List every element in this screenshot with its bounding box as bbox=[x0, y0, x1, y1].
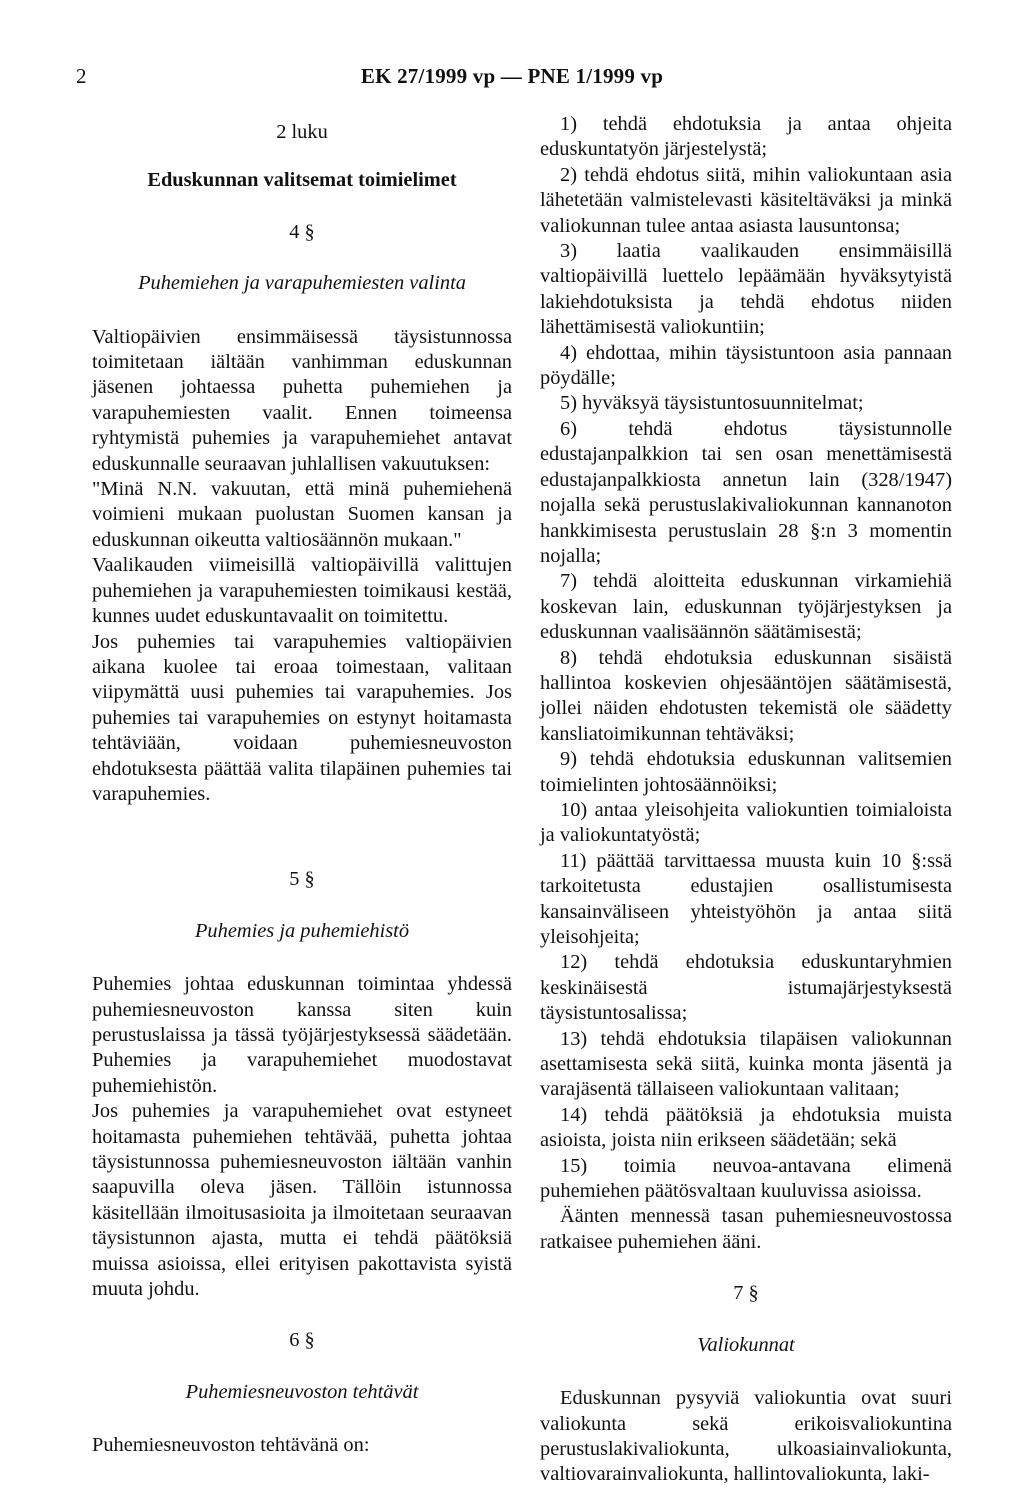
section-4-paragraph-4: Jos puhemies tai varapuhemies valtiopäivien aikana kuolee tai eroaa toimestaan, valitaan viipymättä uusi puhemies tai varapuhemies. Jos puhemies tai varapuhemies on estynyt hoitamasta tehtäviään, voidaan puhemiesneuvoston ehdotuksesta päättää valita tilapäinen puhemies tai varapuhemies. bbox=[92, 630, 512, 805]
list-item: 12) tehdä ehdotuksia eduskuntaryhmien keskinäisestä istumajärjestyksestä täysistuntosalissa; bbox=[540, 951, 952, 1025]
section-6-number: 6 § bbox=[289, 1329, 315, 1352]
section-6-intro: Puhemiesneuvoston tehtävänä on: bbox=[92, 1434, 370, 1457]
right-column bbox=[540, 112, 952, 1488]
section-4-paragraph-1: Valtiopäivien ensimmäisessä täysistunnossa toimitetaan iältään vanhimman eduskunnan jäsenen johtaessa puhetta puhemiehen ja varapuhemiesten vaalit. Ennen toimeensa ryhtymistä puhemies ja varapuhemiehet antavat eduskunnalle seuraavan juhlallisen vakuutuksen: bbox=[92, 325, 512, 475]
list-item: 10) antaa yleisohjeita valiokuntien toimialoista ja valiokuntatyöstä; bbox=[540, 798, 952, 847]
section-4-paragraph-3: Vaalikauden viimeisillä valtiopäivillä valittujen puhemiehen ja varapuhemiesten toimikausi kestää, kunnes uudet eduskuntavaalit on toimitettu. bbox=[92, 554, 512, 628]
list-item: 11) päättää tarvittaessa muusta kuin 10 §:ssä tarkoitetusta edustajien osallistumisesta kansainväliseen yhteistyöhön ja antaa siitä yleisohjeita; bbox=[540, 849, 952, 948]
section-4-title: Puhemiehen ja varapuhemiesten valinta bbox=[138, 272, 466, 295]
page-number: 2 bbox=[76, 64, 87, 88]
section-7-title: Valiokunnat bbox=[697, 1333, 795, 1356]
chapter-title: Eduskunnan valitsemat toimielimet bbox=[147, 169, 457, 192]
list-item: 4) ehdottaa, mihin täysistuntoon asia pannaan pöydälle; bbox=[540, 341, 952, 390]
chapter-number: 2 luku bbox=[276, 121, 328, 143]
closing-paragraph: Äänten mennessä tasan puhemiesneuvostossa ratkaisee puhemiehen ääni. bbox=[540, 1205, 952, 1253]
section-7-paragraph-1: Eduskunnan pysyviä valiokuntia ovat suuri valiokunta sekä erikoisvaliokuntina perustuslakivaliokunta, ulkoasiainvaliokunta, valtiovarainvaliokunta, hallintovaliokunta, laki- bbox=[540, 1387, 952, 1486]
list-item: 2) tehdä ehdotus siitä, mihin valiokuntaan asia lähetetään valmistelevasti käsiteltäväksi ja minkä valiokunnan tulee antaa asiasta lausuntonsa; bbox=[540, 163, 952, 237]
section-5-title: Puhemies ja puhemiehistö bbox=[194, 919, 410, 942]
section-6-title: Puhemiesneuvoston tehtävät bbox=[185, 1380, 419, 1403]
left-column bbox=[92, 112, 512, 1459]
section-4-number: 4 § bbox=[289, 220, 315, 243]
list-item: 7) tehdä aloitteita eduskunnan virkamiehiä koskevan lain, eduskunnan työjärjestyksen ja eduskunnan vaalisäännön säätämisestä; bbox=[540, 570, 952, 644]
list-item: 13) tehdä ehdotuksia tilapäisen valiokunnan asettamisesta sekä siitä, kuinka monta jäsentä ja varajäsentä tällaiseen valiokuntaan valitaan; bbox=[540, 1027, 952, 1101]
section-5-paragraph-2: Jos puhemies ja varapuhemiehet ovat estyneet hoitamasta puhemiehen tehtävää, puhetta johtaa täysistunnossa puhemiesneuvoston iältään vanhin saapuvilla oleva jäsen. Tällöin istunnossa käsitellään ilmoitusasioita ja ilmoitetaan seuraavan täysistunnon ajasta, mutta ei tehdä päätöksiä muissa asioissa, ellei erityisen pakottavista syistä muuta johdu. bbox=[92, 1100, 512, 1301]
list-item: 15) toimia neuvoa-antavana elimenä puhemiehen päätösvaltaan kuuluvissa asioissa. bbox=[540, 1154, 952, 1203]
section-5-number: 5 § bbox=[289, 868, 315, 891]
list-item: 6) tehdä ehdotus täysistunnolle edustajanpalkkion tai sen osan menettämisestä edustajanpalkkiosta annetun lain (328/1947) nojalla sekä perustuslakivaliokunnan kannanoton hankkimisesta perustuslain 28 §:n 3 momentin nojalla; bbox=[540, 417, 952, 567]
list-item: 5) hyväksyä täysistuntosuunnitelmat; bbox=[560, 392, 864, 415]
section-5-paragraph-1: Puhemies johtaa eduskunnan toimintaa yhdessä puhemiesneuvoston kanssa siten kuin perustuslaissa ja tässä työjärjestyksessä säädetään. Puhemies ja varapuhemiehet muodostavat puhemiehistön. bbox=[92, 973, 512, 1097]
list-item: 3) laatia vaalikauden ensimmäisillä valtiopäivillä luettelo lepäämään hyväksytyistä lakiehdotuksista ja tehdä ehdotus niiden lähettämisestä valiokuntiin; bbox=[540, 240, 952, 339]
list-item: 14) tehdä päätöksiä ja ehdotuksia muista asioista, joista niin erikseen säädetään; sekä bbox=[540, 1103, 952, 1152]
list-item: 8) tehdä ehdotuksia eduskunnan sisäistä hallintoa koskevien ohjesääntöjen säätämisestä, jollei näiden ehdotusten tekemistä ole säädetty kansliatoimikunnan tehtäväksi; bbox=[540, 646, 952, 745]
section-7-number: 7 § bbox=[733, 1282, 759, 1305]
list-item: 1) tehdä ehdotuksia ja antaa ohjeita eduskuntatyön järjestelystä; bbox=[540, 113, 952, 161]
list-item: 9) tehdä ehdotuksia eduskunnan valitsemien toimielinten johtosäännöiksi; bbox=[540, 748, 952, 796]
running-header: EK 27/1999 vp — PNE 1/1999 vp bbox=[360, 64, 664, 88]
section-4-paragraph-2: "Minä N.N. vakuutan, että minä puhemiehenä voimieni mukaan puolustan Suomen kansan ja eduskunnan oikeutta valtiosäännön mukaan." bbox=[92, 478, 512, 551]
